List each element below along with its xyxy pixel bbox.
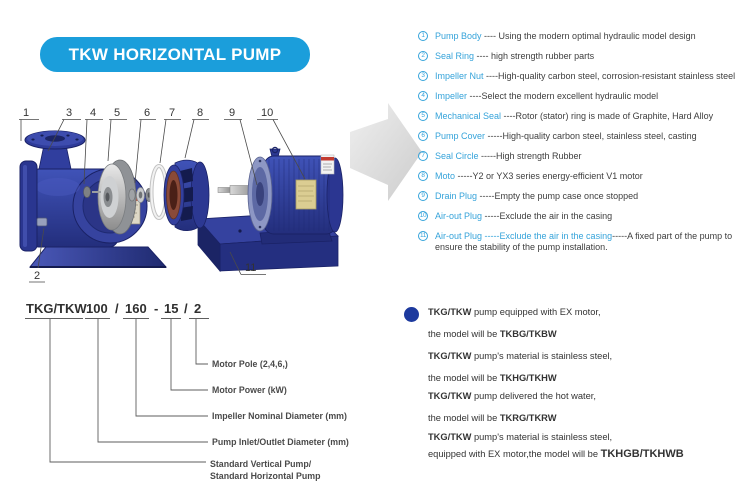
- part-desc: ---- Using the modern optimal hydraulic model design: [481, 31, 696, 41]
- part-desc: ----Rotor (stator) ring is made of Graphite, Hard Alloy: [501, 111, 714, 121]
- model-code-leader-lines: [25, 319, 209, 463]
- note-rest: pump equipped with EX motor,: [471, 307, 601, 317]
- model-variant-notes: [400, 300, 752, 460]
- part-row-1: [418, 31, 754, 42]
- note-rest: the model will be: [428, 413, 500, 423]
- part-name: Pump Cover: [435, 131, 486, 141]
- note-code: TKHGB/TKHWB: [600, 448, 684, 460]
- note-line: [428, 449, 752, 460]
- label-inlet-outlet-diameter: Pump Inlet/Outlet Diameter (mm): [212, 437, 349, 447]
- parts-list: [418, 31, 754, 262]
- mechanical-seal-stack: [129, 188, 153, 203]
- part-name: Drain Plug: [435, 191, 478, 201]
- part-row-10: [418, 211, 754, 222]
- part-desc: -----Y2 or YX3 series energy-efficient V1 motor: [455, 171, 643, 181]
- part-row-6: [418, 131, 754, 142]
- part-row-2: [418, 51, 754, 62]
- part-name: Seal Ring: [435, 51, 475, 61]
- pump-foot: [30, 247, 166, 267]
- model-code-slash1: /: [115, 301, 119, 316]
- model-code-impeller: 160: [125, 301, 147, 316]
- part-name: Air-out Plug -----Exclude the air in the casing: [435, 231, 613, 241]
- note-code: TKHG/TKHW: [499, 373, 557, 383]
- part-number-badge: 1: [418, 31, 428, 41]
- callout-3: 3: [66, 107, 73, 119]
- part-desc: -----A fixed part of the pump to ensure the stability of the pump installation.: [435, 231, 733, 252]
- part-number-badge: 9: [418, 191, 428, 201]
- part-row-3: [418, 71, 754, 82]
- part-desc: -----Empty the pump case once stopped: [477, 191, 639, 201]
- note-lead: TKG/TKW: [428, 432, 472, 442]
- part-number-badge: 4: [418, 91, 428, 101]
- note-line: [428, 391, 752, 402]
- part-number-badge: 5: [418, 111, 428, 121]
- note-line: [428, 329, 752, 340]
- note-rest: pump delivered the hot water,: [471, 391, 596, 401]
- note-line: [428, 373, 752, 384]
- callout-2: 2: [34, 270, 41, 282]
- part-name: Mechanical Seal: [435, 111, 502, 121]
- callout-11: 11: [245, 262, 257, 274]
- seal-ring-plug: [37, 218, 47, 226]
- part-number-badge: 3: [418, 71, 428, 81]
- part-name: Seal Circle: [435, 151, 479, 161]
- suction-flange: [20, 161, 37, 251]
- callout-8: 8: [197, 107, 204, 119]
- note-lead: TKG/TKW: [428, 307, 472, 317]
- callout-5: 5: [114, 107, 121, 119]
- part-row-4: [418, 91, 754, 102]
- model-code-inlet: 100: [86, 301, 108, 316]
- model-code-pole: 2: [194, 301, 202, 316]
- callout-1: 1: [23, 107, 30, 119]
- motor-nameplate: [296, 180, 316, 209]
- part-number-badge: 2: [418, 51, 428, 61]
- exploded-pump-diagram: [8, 95, 353, 290]
- part-name: Impeller Nut: [435, 71, 484, 81]
- model-code-diagram: [20, 295, 380, 495]
- part-row-9: [418, 191, 754, 202]
- part-desc: -----Exclude the air in the casing: [482, 211, 613, 221]
- part-desc: -----High strength Rubber: [478, 151, 582, 161]
- part-desc: -----High-quality carbon steel, stainless steel, casting: [485, 131, 697, 141]
- note-line: [428, 351, 752, 362]
- model-code-slash2: /: [184, 301, 188, 316]
- callout-7: 7: [169, 107, 176, 119]
- motor-label: [321, 155, 334, 174]
- bullet-circle-icon: [404, 307, 419, 322]
- part-name: Pump Body: [435, 31, 482, 41]
- callout-6: 6: [144, 107, 151, 119]
- callout-9: 9: [229, 107, 236, 119]
- label-motor-power: Motor Power (kW): [212, 385, 287, 395]
- part-row-8: [418, 171, 754, 182]
- page-title: TKW HORIZONTAL PUMP: [40, 37, 310, 72]
- note-rest: equipped with EX motor,the model will be: [428, 449, 601, 459]
- model-code-power: 15: [164, 301, 179, 316]
- note-lead: TKG/TKW: [428, 351, 472, 361]
- model-code: [26, 301, 201, 316]
- part-desc: ----High-quality carbon steel, corrosion-resistant stainless steel: [483, 71, 736, 81]
- note-rest: pump's material is stainless steel,: [471, 432, 613, 442]
- note-code: TKBG/TKBW: [499, 329, 557, 339]
- part-row-7: [418, 151, 754, 162]
- model-code-labels: [210, 359, 349, 481]
- note-lead: TKG/TKW: [428, 391, 472, 401]
- pump-cover: [164, 160, 209, 231]
- part-row-5: [418, 111, 754, 122]
- model-code-dash: -: [154, 301, 159, 316]
- part-number-badge: 8: [418, 171, 428, 181]
- label-standard-horizontal: Standard Horizontal Pump: [210, 471, 321, 481]
- part-desc: ---- high strength rubber parts: [474, 51, 595, 61]
- note-line: [428, 300, 752, 318]
- label-motor-pole: Motor Pole (2,4,6,): [212, 359, 288, 369]
- part-name: Air-out Plug: [435, 211, 483, 221]
- part-name: Impeller: [435, 91, 468, 101]
- part-name: Moto: [435, 171, 456, 181]
- callout-4: 4: [90, 107, 97, 119]
- note-line: [428, 432, 752, 443]
- part-desc: ----Select the modern excellent hydraulic model: [467, 91, 659, 101]
- note-line: [428, 413, 752, 424]
- right-arrow-icon: [350, 98, 422, 206]
- model-code-series: TKG/TKW: [26, 301, 87, 316]
- callout-10: 10: [261, 107, 274, 119]
- impeller-nut: [84, 187, 91, 198]
- note-rest: pump's material is stainless steel,: [471, 351, 613, 361]
- part-number-badge: 11: [419, 232, 427, 239]
- part-number-badge: 6: [418, 131, 428, 141]
- note-rest: the model will be: [428, 373, 500, 383]
- label-impeller-diameter: Impeller Nominal Diameter (mm): [212, 411, 347, 421]
- note-code: TKRG/TKRW: [499, 413, 557, 423]
- note-rest: the model will be: [428, 329, 500, 339]
- part-number-badge: 7: [418, 151, 428, 161]
- part-row-11: [418, 231, 754, 253]
- label-standard-vertical: Standard Vertical Pump/: [210, 459, 312, 469]
- part-number-badge: 10: [419, 212, 427, 219]
